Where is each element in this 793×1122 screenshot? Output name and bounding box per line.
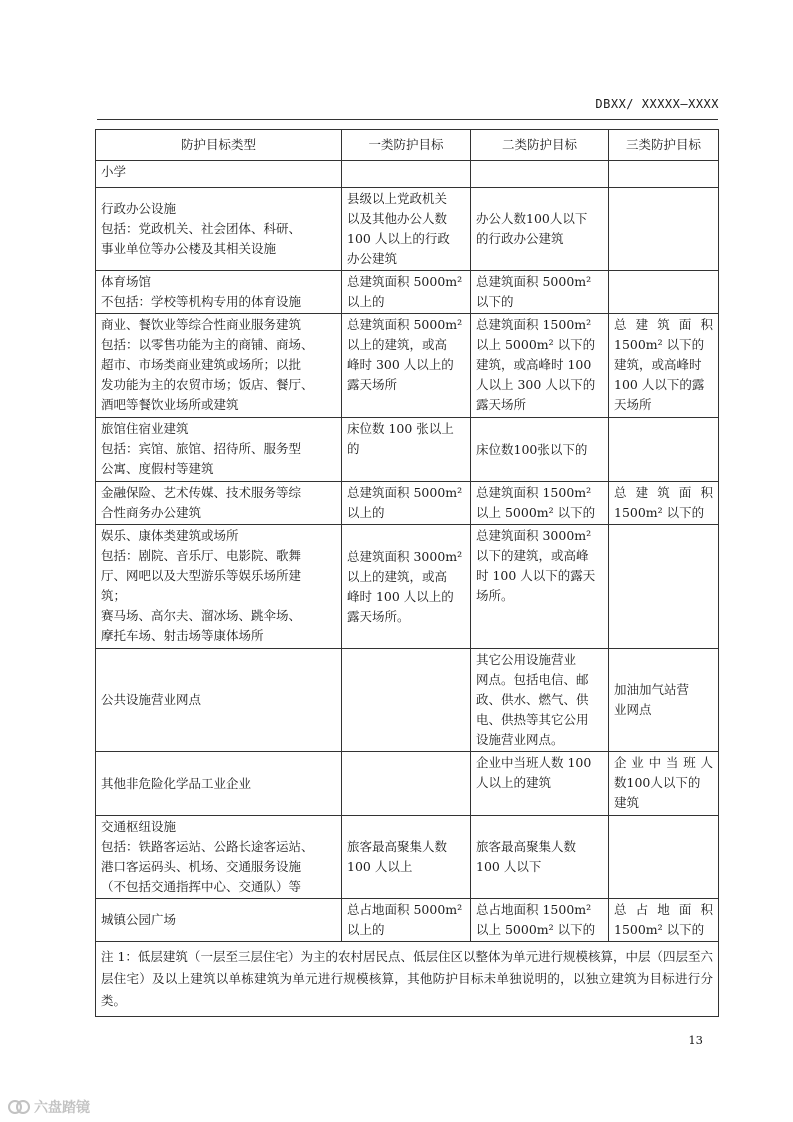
cell-line: 摩托车场、射击场等康体场所 xyxy=(101,628,264,643)
cell-line: 1500m² 以下的 xyxy=(614,922,705,937)
cell-line: 场所。 xyxy=(476,588,514,603)
cell-class-2 xyxy=(471,314,609,418)
cell-line: 酒吧等餐饮业场所或建筑 xyxy=(101,397,239,412)
protection-target-table xyxy=(95,129,719,1017)
watermark xyxy=(8,1097,90,1117)
document-code: DBXX/ XXXXX—XXXX xyxy=(595,97,719,111)
cell-line: 娱乐、康体类建筑或场所 xyxy=(101,528,239,543)
cell-line: 1500m² 以下的 xyxy=(614,337,705,352)
cell-class-2 xyxy=(471,271,609,314)
cell-line: 港口客运码头、机场、交通服务设施 xyxy=(101,859,302,874)
cell-line: （不包括交通指挥中心、交通队）等 xyxy=(101,879,302,894)
table-row xyxy=(96,649,719,752)
cell-line: 事业单位等办公楼及其相关设施 xyxy=(101,241,277,256)
cell-target-type xyxy=(96,482,342,525)
cell-line: 不包括：学校等机构专用的体育设施 xyxy=(101,294,302,309)
cell-class-1 xyxy=(342,161,471,188)
cell-class-2 xyxy=(471,752,609,816)
cell-line: 峰时 100 人以上的 xyxy=(347,588,454,604)
cell-class-3 xyxy=(609,649,719,752)
cell-line: 包括：以零售功能为主的商铺、商场、 xyxy=(101,337,314,352)
cell-line: 办公人数100人以下 xyxy=(476,211,588,226)
table-row xyxy=(96,314,719,418)
cell-line: 网点。包括电信、邮 xyxy=(476,672,589,687)
cell-line: 100 人以上的行政 xyxy=(347,231,450,246)
cell-line: 业网点 xyxy=(614,702,652,717)
table-row xyxy=(96,161,719,188)
watermark-text: 六盘踏镜 xyxy=(34,1100,90,1116)
cell-line: 1500m² 以下的 xyxy=(614,505,705,520)
cell-line: 露天场所 xyxy=(476,397,527,412)
watermark-logo-icon xyxy=(8,1099,30,1115)
cell-line: 旅客最高聚集人数 xyxy=(476,839,577,854)
cell-class-3 xyxy=(609,271,719,314)
cell-line: 总建筑面积 1500m² xyxy=(476,317,592,332)
cell-class-3 xyxy=(609,482,719,525)
table-row xyxy=(96,482,719,525)
cell-class-2 xyxy=(471,482,609,525)
cell-target-type xyxy=(96,314,342,418)
cell-line: 100 人以下 xyxy=(476,859,542,874)
cell-line: 包括：党政机关、社会团体、科研、 xyxy=(101,221,302,236)
cell-line: 超市、市场类商业建筑或场所；以批 xyxy=(101,357,302,372)
cell-class-1 xyxy=(342,188,471,271)
cell-target-type xyxy=(96,649,342,752)
cell-line: 县级以上党政机关 xyxy=(347,191,448,206)
cell-target-type xyxy=(96,188,342,271)
cell-class-3 xyxy=(609,525,719,649)
cell-line: 企业中当班人 xyxy=(614,755,713,770)
cell-line: 包括：铁路客运站、公路长途客运站、 xyxy=(101,839,314,854)
page-number: 13 xyxy=(688,1033,703,1047)
cell-line: 露天场所。 xyxy=(347,608,410,624)
cell-line: 数100人以下的 xyxy=(614,775,701,790)
cell-class-3 xyxy=(609,752,719,816)
cell-line: 旅馆住宿业建筑 xyxy=(101,421,189,436)
header-target-type: 防护目标类型 xyxy=(96,130,342,161)
cell-line: 以下的 xyxy=(476,294,514,309)
cell-line: 总 建 筑 面 积 xyxy=(614,485,713,500)
cell-line: 厅、网吧以及大型游乐等娱乐场所建 xyxy=(101,568,302,583)
cell-line: 以上 5000m² 以下的 xyxy=(476,922,596,937)
cell-target-type xyxy=(96,899,342,942)
cell-line: 筑； xyxy=(101,588,127,603)
cell-line: 政、供水、燃气、供 xyxy=(476,692,589,707)
cell-line: 加油加气站营 xyxy=(614,682,690,697)
cell-line: 以上 5000m² 以下的 xyxy=(476,337,596,352)
cell-class-3 xyxy=(609,314,719,418)
table-row xyxy=(96,418,719,482)
cell-class-1 xyxy=(342,649,471,752)
cell-target-type xyxy=(96,525,342,649)
cell-line: 以上 5000m² 以下的 xyxy=(476,505,596,520)
cell-line: 设施营业网点。 xyxy=(476,732,564,747)
table-row xyxy=(96,816,719,899)
table-row xyxy=(96,525,719,649)
table-row xyxy=(96,271,719,314)
cell-line: 以上的 xyxy=(347,505,385,520)
cell-line: 总建筑面积 3000m² xyxy=(347,548,463,564)
table-row xyxy=(96,752,719,816)
cell-class-2 xyxy=(471,418,609,482)
cell-line: 以及其他办公人数 xyxy=(347,211,448,226)
cell-class-2 xyxy=(471,816,609,899)
cell-class-3 xyxy=(609,899,719,942)
cell-line: 床位数 100 张以上 xyxy=(347,421,454,436)
cell-line: 以上的 xyxy=(347,294,385,309)
cell-target-type xyxy=(96,418,342,482)
cell-line: 的行政办公建筑 xyxy=(476,231,564,246)
cell-line: 赛马场、高尔夫、溜冰场、跳伞场、 xyxy=(101,608,302,623)
cell-line: 人以上 300 人以下的 xyxy=(476,377,596,392)
cell-class-2 xyxy=(471,649,609,752)
cell-line: 天场所 xyxy=(614,397,652,412)
cell-class-1 xyxy=(342,271,471,314)
table-row xyxy=(96,188,719,271)
cell-line: 的 xyxy=(347,441,360,456)
cell-line: 人以上的建筑 xyxy=(476,775,552,790)
cell-class-2 xyxy=(471,188,609,271)
cell-target-type xyxy=(96,161,342,188)
cell-class-2 xyxy=(471,525,609,649)
table-note-row xyxy=(96,942,719,1017)
cell-class-3 xyxy=(609,816,719,899)
cell-line: 以下的建筑，或高峰 xyxy=(476,548,589,563)
cell-line: 体育场馆 xyxy=(101,274,152,289)
cell-line: 旅客最高聚集人数 xyxy=(347,839,448,854)
cell-line: 包括：剧院、音乐厅、电影院、歌舞 xyxy=(101,548,302,563)
cell-line: 企业中当班人数 100 xyxy=(476,755,592,770)
cell-target-type xyxy=(96,816,342,899)
cell-line: 以上的 xyxy=(347,922,385,937)
cell-line: 办公建筑 xyxy=(347,251,398,266)
cell-line: 商业、餐饮业等综合性商业服务建筑 xyxy=(101,317,302,332)
cell-class-2 xyxy=(471,161,609,188)
cell-line: 总建筑面积 5000m² xyxy=(347,485,463,500)
cell-line: 公共设施营业网点 xyxy=(101,692,202,707)
cell-line: 总 建 筑 面 积 xyxy=(614,317,713,332)
cell-class-2 xyxy=(471,899,609,942)
cell-line: 合性商务办公建筑 xyxy=(101,505,202,520)
cell-line: 100 人以下的露 xyxy=(614,377,705,392)
cell-line: 床位数100张以下的 xyxy=(476,441,588,457)
cell-line: 总建筑面积 3000m² xyxy=(476,528,592,543)
cell-line: 建筑，或高峰时 xyxy=(614,357,702,372)
cell-line: 交通枢纽设施 xyxy=(101,819,177,834)
header-rule xyxy=(97,119,718,120)
cell-line: 小学 xyxy=(101,164,127,179)
cell-line: 总占地面积 1500m² xyxy=(476,902,592,917)
cell-line: 金融保险、艺术传媒、技术服务等综 xyxy=(101,485,302,500)
cell-line: 建筑，或高峰时 100 xyxy=(476,357,592,372)
cell-line: 100 人以上 xyxy=(347,859,413,874)
cell-line: 以上的建筑，或高 xyxy=(347,337,448,352)
cell-class-1 xyxy=(342,525,471,649)
cell-class-1 xyxy=(342,752,471,816)
header-class-3: 三类防护目标 xyxy=(609,130,719,161)
cell-line: 露天场所 xyxy=(347,377,398,392)
cell-line: 峰时 300 人以上的 xyxy=(347,357,454,372)
cell-line: 其它公用设施营业 xyxy=(476,652,577,667)
cell-line: 城镇公园广场 xyxy=(101,912,177,927)
cell-line: 总占地面积 5000m² xyxy=(347,902,463,917)
cell-class-3 xyxy=(609,418,719,482)
cell-class-1 xyxy=(342,816,471,899)
cell-class-3 xyxy=(609,188,719,271)
table-row xyxy=(96,899,719,942)
cell-line: 公寓、度假村等建筑 xyxy=(101,461,214,476)
table-header-row xyxy=(96,130,719,161)
cell-line: 以上的建筑，或高 xyxy=(347,568,448,584)
header-class-1: 一类防护目标 xyxy=(342,130,471,161)
cell-line: 总建筑面积 1500m² xyxy=(476,485,592,500)
cell-class-1 xyxy=(342,314,471,418)
cell-class-3 xyxy=(609,161,719,188)
cell-line: 电、供热等其它公用 xyxy=(476,712,589,727)
cell-line: 发功能为主的农贸市场；饭店、餐厅、 xyxy=(101,377,314,392)
cell-target-type xyxy=(96,271,342,314)
cell-line: 总 占 地 面 积 xyxy=(614,902,713,917)
cell-line: 时 100 人以下的露天 xyxy=(476,568,596,583)
table-note: 注 1：低层建筑（一层至三层住宅）为主的农村居民点、低层住区以整体为单元进行规模核算，中层（四层至六层住宅）及以上建筑以单栋建筑为单元进行规模核算，其他防护目标未单独说明的，以独立建筑为目标进行分类。 xyxy=(96,942,719,1017)
cell-class-1 xyxy=(342,418,471,482)
cell-target-type xyxy=(96,752,342,816)
cell-line: 总建筑面积 5000m² xyxy=(476,274,592,289)
cell-line: 其他非危险化学品工业企业 xyxy=(101,775,252,791)
cell-line: 总建筑面积 5000m² xyxy=(347,274,463,289)
cell-line: 包括：宾馆、旅馆、招待所、服务型 xyxy=(101,441,302,456)
cell-line: 建筑 xyxy=(614,795,640,810)
cell-line: 总建筑面积 5000m² xyxy=(347,317,463,332)
cell-line: 行政办公设施 xyxy=(101,201,177,216)
cell-class-1 xyxy=(342,482,471,525)
header-class-2: 二类防护目标 xyxy=(471,130,609,161)
cell-class-1 xyxy=(342,899,471,942)
